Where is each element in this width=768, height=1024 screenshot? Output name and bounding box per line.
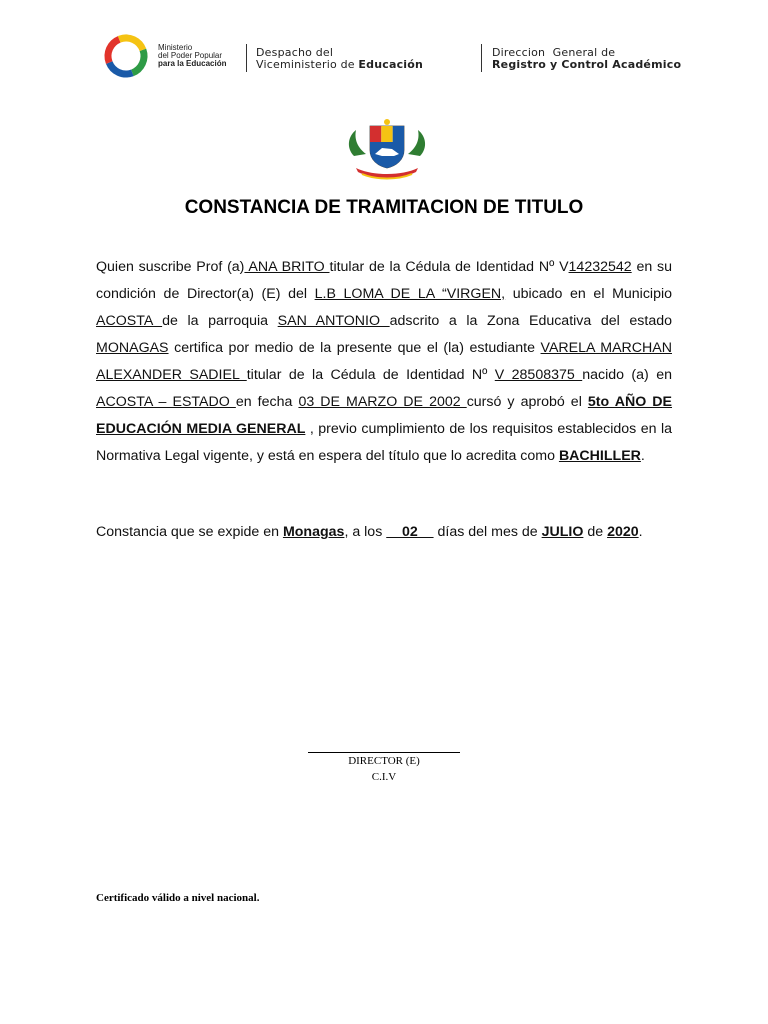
ministry-name [158,44,226,68]
validity-note: Certificado válido a nivel nacional. [96,892,260,904]
school-name: L.B LOMA DE LA “VIRGEN, [314,286,506,302]
birthplace-field: ACOSTA – ESTADO [96,394,236,410]
issue-year: 2020 [607,524,639,540]
ministry-line-1: Ministerio [158,43,193,52]
issue-month: JULIO [541,524,584,540]
issue-day: 02 [386,524,434,540]
document-title: CONSTANCIA DE TRAMITACION DE TITULO [184,197,584,218]
student-name: VARELA MARCHAN ALEXANDER SADIEL [96,340,672,383]
header-divider [481,44,482,72]
certificate-body: Quien suscribe Prof (a) ANA BRITO titular de la Cédula de Identidad Nº V14232542 en su condición de Director(a) (E) del L.B LOMA DE LA “VIRGEN, ubicado en el Municipio ACOSTA de la parroquia SAN ANTONIO adscrito a la Zona Educativa del estado MONAGAS certifica por medio de la presente que el (la) estudiante VARELA MARCHAN ALEXANDER SADIEL titular de la Cédula de Identidad Nº V 28508375 nacido (a) en ACOSTA – ESTADO en fecha 03 DE MARZO DE 2002 cursó y aprobó el 5to AÑO DE EDUCACIÓN MEDIA GENERAL , previo cumplimiento de los requisitos establecidos en la Normativa Legal vigente, y está en espera del título que lo acredita como BACHILLER. [96,259,673,464]
despacho-line-2: Viceministerio de Educación [256,58,424,71]
header-divider [246,44,247,72]
student-id: V 28508375 [494,367,583,383]
ministry-line-2: del Poder Popular [158,51,223,60]
birthdate-field: 03 DE MARZO DE 2002 [298,394,467,410]
issue-place: Monagas [282,524,345,540]
awarded-title: BACHILLER [558,448,641,464]
direccion-line-2: Registro y Control Académico [492,58,682,71]
parroquia-field: SAN ANTONIO [277,313,390,329]
ministry-logo [96,34,156,78]
signature-civ: C.I.V [371,771,397,783]
direccion-line-1: Direccion General de [492,46,616,59]
despacho-line-1: Despacho del [256,46,334,59]
closing-paragraph: Constancia que se expide en Monagas, a los 02 días del mes de JULIO de 2020. [96,524,643,540]
direccion-block [492,47,681,71]
coat-of-arms-icon [342,118,432,184]
document-header [92,30,712,82]
despacho-block [256,47,423,71]
grade-field: 5to AÑO DE EDUCACIÓN MEDIA GENERAL [96,394,673,437]
signature-role: DIRECTOR (E) [348,755,420,767]
signature-line [308,752,460,753]
professor-id: 14232542 [568,259,632,275]
municipio-field: ACOSTA [96,313,163,329]
professor-name: ANA BRITO [244,259,330,275]
estado-field: MONAGAS [96,340,169,356]
ministry-line-3: para la Educación [158,59,227,68]
